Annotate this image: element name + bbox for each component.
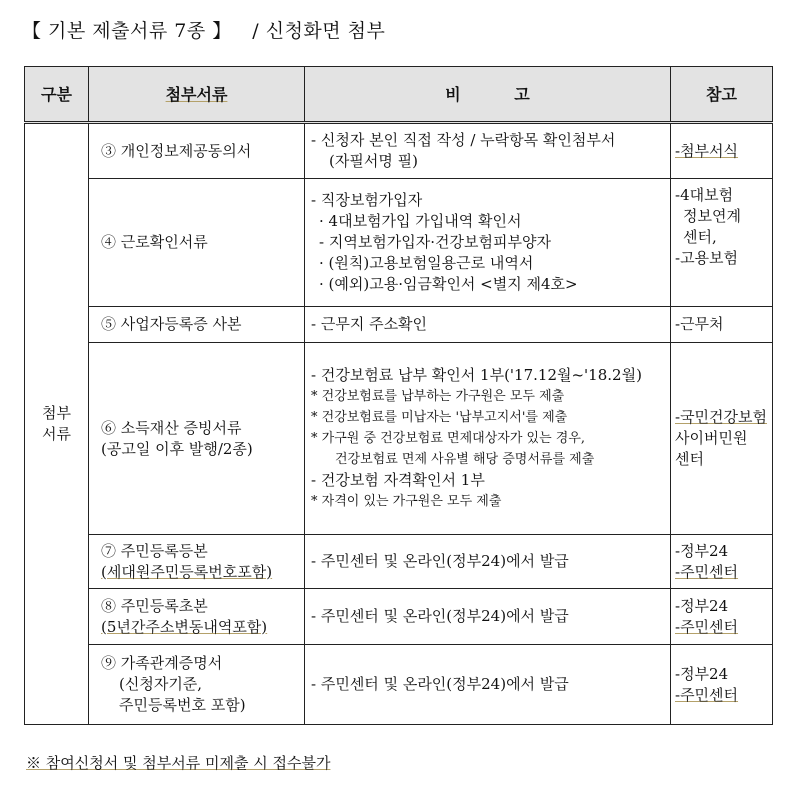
table-row (25, 179, 773, 307)
table-header-row (25, 67, 773, 123)
header-remarks: 비 고 (305, 67, 671, 123)
remarks-cell: - 건강보험료 납부 확인서 1부('17.12월~'18.2월) * 건강보험료를 납부하는 가구원은 모두 제출 * 건강보험료를 미납자는 '납부고지서'를 제출 * 가구원 중 건강보험료 면제대상자가 있는 경우, 건강보험료 면제 사유별 해당 증명서류를 제출 - 건강보험 자격확인서 1부 * 자격이 있는 가구원은 모두 제출 (305, 343, 671, 535)
header-category: 구분 (25, 67, 89, 123)
reference-cell: -4대보험 정보연계 센터, -고용보험 (671, 179, 773, 307)
page-heading (22, 16, 385, 43)
reference-cell: -정부24 -주민센터 (671, 645, 773, 725)
table-row (25, 535, 773, 589)
reference-cell: -정부24 -주민센터 (671, 535, 773, 589)
remarks-cell: - 신청자 본인 직접 작성 / 누락항목 확인첨부서 (자필서명 필) (305, 123, 671, 179)
remarks-cell: - 직장보험가입자 · 4대보험가입 가입내역 확인서 - 지역보험가입자·건강보험피부양자 · (원칙)고용보험일용근로 내역서 · (예외)고용·임금확인서 <별지 제4호> (305, 179, 671, 307)
remarks-cell: - 주민센터 및 온라인(정부24)에서 발급 (305, 589, 671, 645)
document-cell: ⑤ 사업자등록증 사본 (89, 307, 305, 343)
document-cell: ⑥ 소득재산 증빙서류 (공고일 이후 발행/2종) (89, 343, 305, 535)
table-row (25, 123, 773, 179)
heading-title: 【 기본 제출서류 7종 】 (22, 20, 232, 42)
table-row (25, 343, 773, 535)
document-cell: ③ 개인정보제공동의서 (89, 123, 305, 179)
header-reference: 참고 (671, 67, 773, 123)
document-cell: ⑧ 주민등록초본 (5년간주소변동내역포함) (89, 589, 305, 645)
reference-cell: -근무처 (671, 307, 773, 343)
table-row (25, 645, 773, 725)
document-cell: ⑨ 가족관계증명서 (신청자기준, 주민등록번호 포함) (89, 645, 305, 725)
remarks-cell: - 근무지 주소확인 (305, 307, 671, 343)
footer-note: ※ 참여신청서 및 첨부서류 미제출 시 접수불가 (26, 754, 331, 772)
reference-cell: -첨부서식 (671, 123, 773, 179)
category-cell: 첨부 서류 (25, 123, 89, 725)
reference-cell: -정부24 -주민센터 (671, 589, 773, 645)
table-row (25, 307, 773, 343)
remarks-cell: - 주민센터 및 온라인(정부24)에서 발급 (305, 535, 671, 589)
document-cell: ④ 근로확인서류 (89, 179, 305, 307)
documents-table (24, 66, 773, 725)
remarks-cell: - 주민센터 및 온라인(정부24)에서 발급 (305, 645, 671, 725)
header-document: 첨부서류 (89, 67, 305, 123)
table-row (25, 589, 773, 645)
document-cell: ⑦ 주민등록등본 (세대원주민등록번호포함) (89, 535, 305, 589)
heading-subtitle: / 신청화면 첨부 (252, 20, 386, 42)
reference-cell: -국민건강보험 사이버민원 센터 (671, 343, 773, 535)
